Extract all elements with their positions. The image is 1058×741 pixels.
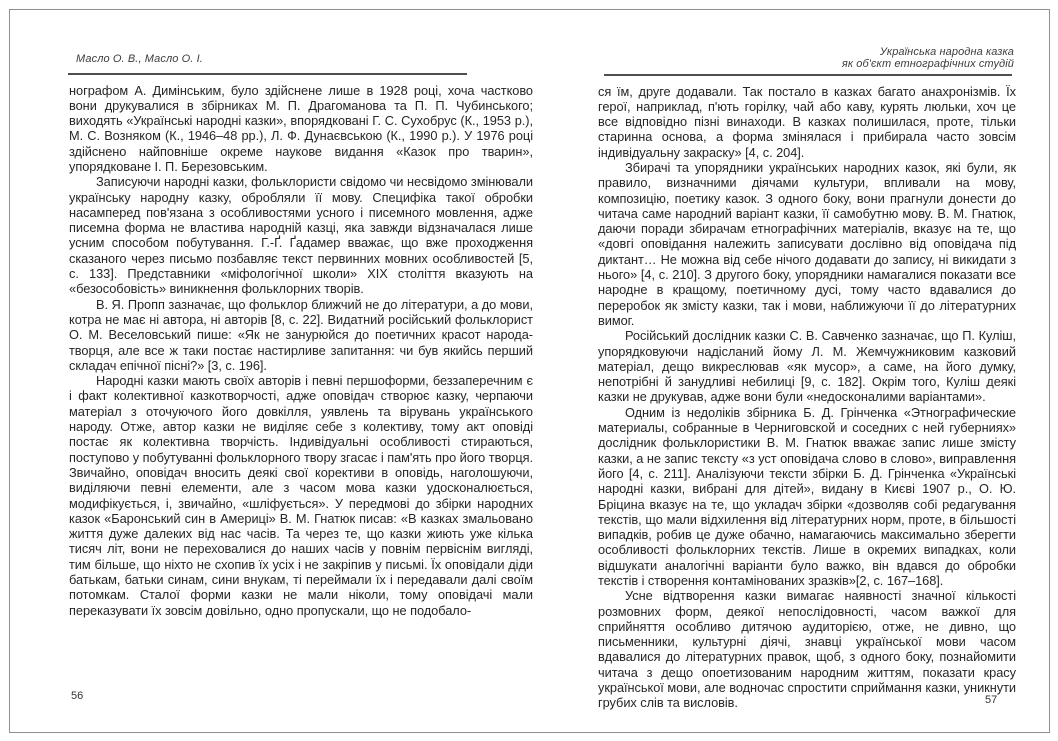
left-page <box>69 52 533 618</box>
paragraph: Одним із недоліків збірника Б. Д. Грінченка «Этнографические материалы, собранные в Черниговской и соседних с ней губерниях» дослідник фольклористики В. М. Гнатюк вважає запис лише змісту казки, а не запис тексту «з уст оповідача слово в слово», виправлення його [4, с. 211]. Аналізуючи тексти збірки Б. Д. Грінченка «Українські народні казки, вибрані для дітей», видану в Києві 1907 р., О. Ю. Бріцина вказує на те, що укладач збірки «дозволяв собі редагування текстів, що мали відхилення від літературних норм, проте, в більшості випадків, робив це дуже обачно, намагаючись максимально зберегти особливості фольклорних текстів. Лише в окремих випадках, коли відшукати аналогічні варіанти було важко, він вдався до обробки текстів і створення контамінованих зразків»[2, с. 167–168]. <box>598 404 1016 588</box>
page-number-right: 57 <box>985 694 998 706</box>
right-page <box>598 46 1016 711</box>
paragraph: нографом А. Димінським, було здійснене лише в 1928 році, хоча частково вони друкувалися в збірниках М. П. Драгоманова та П. П. Чубинського; виходять «Українські народні казки», впорядковані Г. С. Сухобрус (К., 1953 р.), М. С. Возняком (К., 1946–48 рр.), Л. Ф. Дунаєвською (К., 1990 р.). У 1976 році здійснено найповніше окреме наукове видання «Казок про тварин», упорядковане І. П. Березовським. <box>69 82 533 174</box>
header-rule-right <box>604 74 1012 76</box>
paragraph: Російський дослідник казки С. В. Савченко зазначає, що П. Куліш, упорядковуючи надісланий йому Л. М. Жемчужниковим казковий матеріал, дещо викреслював «як мусор», а саме, на його думку, непотрібні й занудливі небилиці [9, с. 182]. Окрім того, Куліш деякі казки не друкував, адже вони були «недосконалими варіантами». <box>598 328 1016 405</box>
paragraph: Збирачі та упорядники українських народних казок, які були, як правило, визначними діячами культури, впливали на мову, композицію, поетику казок. З одного боку, вони прагнули донести до читача саме народний варіант казки, її самобутню мову. В. М. Гнатюк, даючи поради збирачам етнографічних матеріалів, вказує на те, що «довгі оповідання належить записувати дослівно від оповідача під диктант… Не можна від себе нічого додавати до запису, ні викидати з нього» [4, с. 210]. З другого боку, упорядники намагалися показати все народне в кращому, поетичному дусі, тому часто вдавалися до переробок як змісту казки, так і мови, наближуючи її до літературних вимог. <box>598 159 1016 328</box>
paragraph: ся їм, друге додавали. Так постало в казках багато анахронізмів. Їх герої, наприклад, п'ють горілку, чай або каву, курять люльки, хоч це все відповідно пізні винаходи. В казках полишилася, проте, тільки старинна основа, а форма змінялася і прибирала часто зовсім індивідуальну закраску» [4, с. 204]. <box>598 83 1016 160</box>
running-header-title-line1: Українська народна казка <box>879 46 1014 58</box>
running-header-authors: Масло О. В., Масло О. І. <box>76 53 203 65</box>
header-rule-left <box>68 73 467 75</box>
left-page-body <box>69 83 533 618</box>
paragraph: В. Я. Пропп зазначає, що фольклор ближчий не до літератури, а до мови, котра не має ні автора, ні авторів [8, с. 22]. Видатний російський фольклорист О. М. Веселовський пише: «Як не занурюйся до поетичних красот народа-творця, але все ж таки постає настирливе запитання: чи був якийсь перший складач епічної пісні?» [3, с. 196]. <box>69 296 533 373</box>
paragraph: Народні казки мають своїх авторів і певні першоформи, беззаперечним є і факт колективної казкотворчості, адже оповідач створює казку, черпаючи матеріал з оточуючого його довкілля, уявлень та вірувань українського народу. Отже, автор казки не виділяє себе з колективу, тому акт оповіді постає як колективна творчість. Індивідуальні особливості стираються, поступово у побутуванні фольклорного твору згасає і пам'ять про його творця. Звичайно, оповідач вносить деякі свої корективи в оповідь, наголошуючи, виділяючи певні елементи, але з часом мова казки удосконалюється, модифікується, і, звичайно, «шліфується». У передмові до збірки народних казок «Баронський син в Америці» В. М. Гнатюк писав: «В казках змальовано життя дуже далеких від нас часів. Та через те, що казки жиють уже кілька тисяч літ, вони не переховалися до наших часів у повнім первіснім вигляді, тим більше, що ніхто не схопив їх усіх і не закріпив у письмі. Їх оповідали діди батькам, батьки синам, сини внукам, ті переймали їх і передавали далі своїм потомкам. Сталої форми казки не мали ніколи, тому оповідачі мали переказувати їх зовсім довільно, одно пропускали, що не подобало- <box>69 373 533 618</box>
running-header-title <box>598 46 1014 70</box>
paragraph: Усне відтворення казки вимагає наявності значної кількості розмовних форм, деякої непослідовності, часом важкої для сприйняття особливо дитячою аудиторією, отже, не дивно, що письменники, культурні діячі, знавці української мови часом вдавалися до літературних правок, щоб, з одного боку, познайомити читача з дещо опоетизованим народним життям, показати красу української мови, але водночас спростити сприймання казки, уникнути грубих слів та висловів. <box>598 588 1016 711</box>
running-header-title-line2: як об'єкт етнографічних студій <box>841 58 1014 70</box>
paragraph: Записуючи народні казки, фольклористи свідомо чи несвідомо змінювали українську народну казку, обробляли її мову. Специфіка такої обробки насамперед пов'язана з особливостями усного і писемного мовлення, адже писемна форма не властива народній казці, яка завжди відзначалася лише усним способом побутування. Г.-Ґ. Ґадамер вважає, що вже проходження сказаного через письмо позбавляє текст первинних мовних особливостей [5, с. 133]. Представники «міфологічної школи» XIX століття вказують на «безособовість» виникнення фольклорних творів. <box>69 174 533 297</box>
scan-border-frame <box>9 9 1050 733</box>
right-page-body <box>598 84 1016 711</box>
page-number-left: 56 <box>71 690 84 702</box>
